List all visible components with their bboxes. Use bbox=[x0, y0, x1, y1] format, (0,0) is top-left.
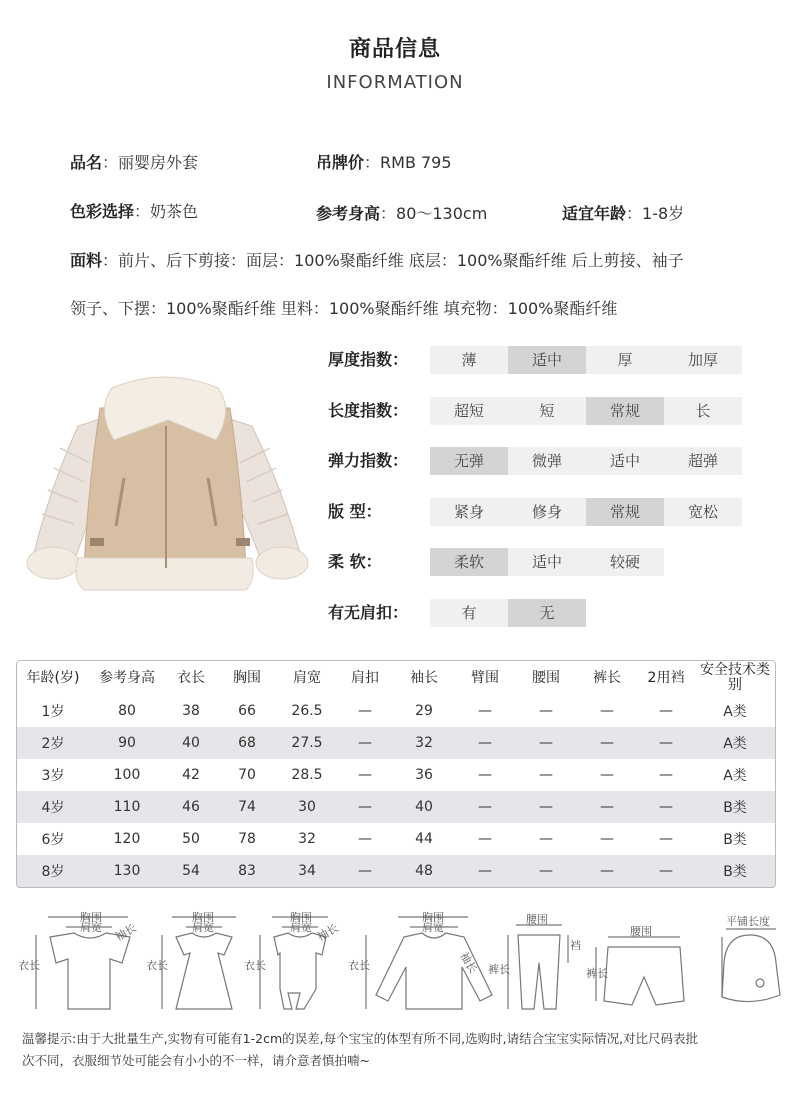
table-cell: — bbox=[577, 855, 637, 887]
table-cell: — bbox=[577, 791, 637, 823]
table-cell: 54 bbox=[165, 855, 217, 887]
measurement-diagrams bbox=[10, 905, 785, 1020]
table-cell: — bbox=[478, 703, 492, 719]
table-header-cell: 参考身高 bbox=[89, 661, 165, 695]
table-cell: 34 bbox=[277, 855, 337, 887]
index-option: 紧身 bbox=[430, 498, 508, 526]
index-label: 厚度指数： bbox=[328, 350, 409, 369]
table-cell: 2岁 bbox=[17, 727, 89, 759]
index-options bbox=[430, 447, 742, 475]
table-cell: 68 bbox=[217, 727, 277, 759]
svg-text:裤长: 裤长 bbox=[586, 967, 608, 980]
index-options bbox=[430, 346, 742, 374]
index-option: 长 bbox=[664, 397, 742, 425]
index-option: 宽松 bbox=[664, 498, 742, 526]
table-cell: — bbox=[358, 703, 372, 719]
table-cell: 32 bbox=[393, 727, 455, 759]
svg-text:胸围: 胸围 bbox=[192, 911, 214, 924]
index-option: 微弹 bbox=[508, 447, 586, 475]
table-cell: — bbox=[337, 791, 393, 823]
table-cell: B类 bbox=[695, 855, 775, 887]
svg-text:肩宽: 肩宽 bbox=[422, 921, 444, 934]
index-option: 适中 bbox=[508, 548, 586, 576]
table-cell: 83 bbox=[217, 855, 277, 887]
table-cell: — bbox=[539, 703, 553, 719]
svg-text:胸围: 胸围 bbox=[80, 911, 102, 924]
svg-text:胸围: 胸围 bbox=[422, 911, 444, 924]
index-label: 长度指数： bbox=[328, 401, 409, 420]
table-cell: 32 bbox=[298, 831, 316, 847]
index-label: 柔 软： bbox=[328, 552, 382, 571]
table-row bbox=[17, 855, 775, 887]
svg-text:裆: 裆 bbox=[570, 939, 581, 952]
page-title: 商品信息 bbox=[348, 37, 441, 62]
table-cell: 28.5 bbox=[291, 767, 323, 783]
table-cell: 3岁 bbox=[41, 768, 65, 784]
suitable-age: 适宜年龄：1-8岁 bbox=[562, 204, 685, 223]
index-options bbox=[430, 498, 742, 526]
index-options bbox=[430, 599, 586, 627]
table-cell: 36 bbox=[415, 767, 433, 783]
table-cell: B类 bbox=[723, 832, 747, 848]
table-cell: 130 bbox=[89, 855, 165, 887]
svg-text:胸围: 胸围 bbox=[290, 911, 312, 924]
table-cell: 70 bbox=[238, 767, 256, 783]
tag-price: 吊牌价：RMB 795 bbox=[316, 153, 452, 172]
table-cell: 26.5 bbox=[291, 703, 323, 719]
table-cell: A类 bbox=[723, 704, 747, 720]
table-cell: — bbox=[637, 855, 695, 887]
table-cell: — bbox=[358, 767, 372, 783]
index-option: 薄 bbox=[430, 346, 508, 374]
svg-text:裤长: 裤长 bbox=[488, 963, 510, 976]
size-table bbox=[16, 660, 776, 888]
table-row bbox=[17, 823, 775, 855]
table-cell: — bbox=[659, 831, 673, 847]
index-option-selected: 适中 bbox=[508, 346, 586, 374]
table-cell: 30 bbox=[277, 791, 337, 823]
index-option-selected: 常规 bbox=[586, 397, 664, 425]
table-cell: — bbox=[455, 727, 515, 759]
index-option: 厚 bbox=[586, 346, 664, 374]
table-cell: — bbox=[455, 791, 515, 823]
table-header-cell: 臂围 bbox=[455, 661, 515, 695]
table-cell: 44 bbox=[415, 831, 433, 847]
table-cell: 40 bbox=[165, 727, 217, 759]
fabric-line-2: 领子、下摆：100%聚酯纤维 里料：100%聚酯纤维 填充物：100%聚酯纤维 bbox=[70, 299, 618, 318]
table-cell: 66 bbox=[238, 703, 256, 719]
table-cell: 80 bbox=[118, 703, 136, 719]
table-header-row bbox=[17, 661, 775, 695]
table-cell: 6岁 bbox=[41, 832, 65, 848]
table-cell: 29 bbox=[415, 703, 433, 719]
table-header-cell: 年龄(岁) bbox=[17, 661, 89, 695]
table-row bbox=[17, 727, 775, 759]
index-label: 版 型： bbox=[328, 502, 382, 521]
svg-text:肩宽: 肩宽 bbox=[80, 921, 102, 934]
svg-text:衣长: 衣长 bbox=[146, 959, 168, 972]
index-option: 超弹 bbox=[664, 447, 742, 475]
table-header-cell: 2用裆 bbox=[637, 661, 695, 695]
table-cell: 78 bbox=[238, 831, 256, 847]
footer-line-1: 温馨提示:由于大批量生产,实物有可能有1-2cm的误差,每个宝宝的体型有所不同,选购时,请结合宝宝实际情况,对比尺码表批 bbox=[22, 1031, 699, 1046]
index-option: 短 bbox=[508, 397, 586, 425]
table-cell: B类 bbox=[695, 791, 775, 823]
table-header-cell: 腰围 bbox=[515, 661, 577, 695]
table-cell: 46 bbox=[165, 791, 217, 823]
table-cell: 27.5 bbox=[277, 727, 337, 759]
index-option: 有 bbox=[430, 599, 508, 627]
table-cell: 1岁 bbox=[41, 704, 65, 720]
index-option: 修身 bbox=[508, 498, 586, 526]
svg-text:衣长: 衣长 bbox=[244, 959, 266, 972]
table-cell: — bbox=[337, 727, 393, 759]
table-cell: — bbox=[358, 831, 372, 847]
table-header-cell: 裤长 bbox=[577, 661, 637, 695]
index-option: 较硬 bbox=[586, 548, 664, 576]
reference-height: 参考身高：80～130cm bbox=[316, 204, 488, 223]
color-choice: 色彩选择：奶茶色 bbox=[70, 202, 199, 221]
table-header-cell: 肩宽 bbox=[277, 661, 337, 695]
index-option: 适中 bbox=[586, 447, 664, 475]
table-cell: — bbox=[515, 727, 577, 759]
table-cell: — bbox=[337, 855, 393, 887]
table-cell: 100 bbox=[113, 767, 141, 783]
table-cell: — bbox=[539, 767, 553, 783]
table-header-cell: 肩扣 bbox=[337, 661, 393, 695]
index-option: 加厚 bbox=[664, 346, 742, 374]
svg-text:衣长: 衣长 bbox=[18, 959, 40, 972]
table-cell: — bbox=[637, 727, 695, 759]
table-row bbox=[17, 791, 775, 823]
svg-text:袖长: 袖长 bbox=[315, 921, 341, 944]
jacket-image bbox=[20, 368, 310, 600]
table-cell: — bbox=[515, 855, 577, 887]
table-header-cell: 袖长 bbox=[393, 661, 455, 695]
table-cell: 42 bbox=[182, 767, 200, 783]
index-option-selected: 常规 bbox=[586, 498, 664, 526]
table-cell: — bbox=[637, 791, 695, 823]
table-cell: A类 bbox=[695, 727, 775, 759]
footer-line-2: 次不同，衣服细节处可能会有小小的不一样，请介意者慎拍喃~ bbox=[22, 1053, 370, 1068]
footer-note bbox=[22, 1028, 774, 1072]
svg-text:衣长: 衣长 bbox=[348, 959, 370, 972]
index-option-selected: 无弹 bbox=[430, 447, 508, 475]
table-cell: A类 bbox=[723, 768, 747, 784]
table-cell: 40 bbox=[393, 791, 455, 823]
table-cell: — bbox=[659, 767, 673, 783]
table-header-cell: 衣长 bbox=[165, 661, 217, 695]
fabric-line-1: 面料：前片、后下剪接：面层：100%聚酯纤维 底层：100%聚酯纤维 后上剪接、袖子 bbox=[70, 251, 684, 270]
svg-text:袖长: 袖长 bbox=[457, 950, 480, 976]
table-header-cell: 胸围 bbox=[217, 661, 277, 695]
table-cell: — bbox=[455, 855, 515, 887]
svg-text:腰围: 腰围 bbox=[630, 925, 652, 938]
product-name: 品名：丽婴房外套 bbox=[70, 153, 199, 172]
table-cell: 4岁 bbox=[17, 791, 89, 823]
svg-text:袖长: 袖长 bbox=[113, 921, 139, 944]
table-cell: — bbox=[600, 831, 614, 847]
index-options bbox=[430, 548, 664, 576]
page-subtitle: INFORMATION bbox=[326, 72, 464, 93]
index-options bbox=[430, 397, 742, 425]
svg-text:腰围: 腰围 bbox=[526, 913, 548, 926]
table-cell: 74 bbox=[217, 791, 277, 823]
table-cell: — bbox=[515, 791, 577, 823]
table-cell: 38 bbox=[182, 703, 200, 719]
table-cell: — bbox=[659, 703, 673, 719]
index-label: 弹力指数： bbox=[328, 451, 409, 470]
table-cell: — bbox=[577, 727, 637, 759]
svg-text:平铺长度: 平铺长度 bbox=[726, 915, 770, 928]
table-header-cell: 安全技术类别 bbox=[695, 661, 775, 695]
table-cell: 120 bbox=[113, 831, 141, 847]
table-cell: — bbox=[600, 703, 614, 719]
index-option: 超短 bbox=[430, 397, 508, 425]
index-option-selected: 柔软 bbox=[430, 548, 508, 576]
table-cell: — bbox=[478, 767, 492, 783]
index-label: 有无肩扣： bbox=[328, 603, 409, 622]
index-option-selected: 无 bbox=[508, 599, 586, 627]
table-row bbox=[17, 759, 775, 791]
table-cell: 8岁 bbox=[17, 855, 89, 887]
table-cell: — bbox=[478, 831, 492, 847]
diagram-labels bbox=[18, 910, 770, 980]
table-cell: — bbox=[600, 767, 614, 783]
table-cell: 110 bbox=[89, 791, 165, 823]
svg-text:肩宽: 肩宽 bbox=[192, 921, 214, 934]
table-cell: 50 bbox=[182, 831, 200, 847]
table-row bbox=[17, 695, 775, 727]
table-cell: 48 bbox=[393, 855, 455, 887]
table-cell: — bbox=[539, 831, 553, 847]
table-cell: 90 bbox=[89, 727, 165, 759]
svg-text:肩宽: 肩宽 bbox=[290, 921, 312, 934]
